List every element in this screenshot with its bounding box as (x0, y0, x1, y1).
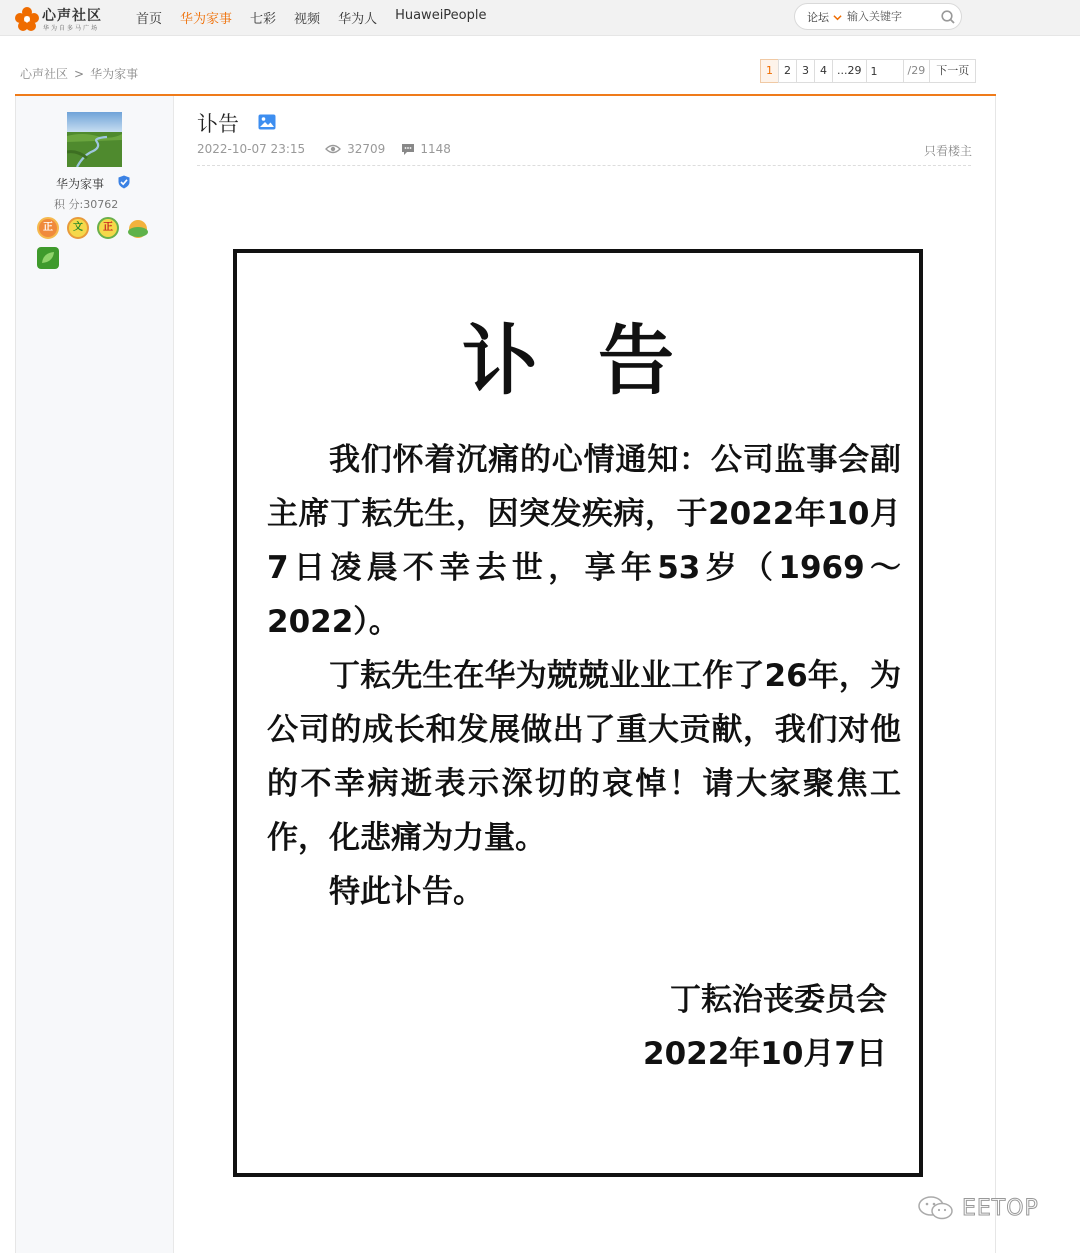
page-button-2[interactable]: 2 (778, 59, 797, 83)
author-name[interactable]: 华为家事 (56, 177, 105, 191)
main-nav (136, 8, 487, 27)
view-count-value: 32709 (347, 142, 386, 156)
sun-medal-icon[interactable] (127, 217, 149, 239)
page-button-3[interactable]: 3 (796, 59, 815, 83)
breadcrumb (20, 65, 138, 82)
page-total: /29 (903, 59, 931, 83)
watermark-text: EETOP (962, 1195, 1039, 1221)
obituary-signer: 丁耘治丧委员会 (670, 982, 887, 1018)
obituary-title: 讣告 (462, 316, 734, 405)
search-scope-select[interactable]: 论坛 (807, 11, 829, 24)
obituary-body (267, 433, 901, 919)
view-count (325, 142, 385, 156)
verified-icon (117, 175, 131, 189)
reply-count (401, 142, 451, 156)
reply-count-value: 1148 (420, 142, 451, 156)
author-score: 积 分:30762 (54, 198, 119, 211)
page-jump-input[interactable] (866, 59, 904, 83)
search-input[interactable] (847, 8, 935, 25)
meta-divider (197, 165, 971, 166)
page-button-last[interactable]: ...29 (832, 59, 867, 83)
breadcrumb-item-home[interactable]: 心声社区 (20, 67, 69, 81)
obituary-paragraph: 我们怀着沉痛的心情通知：公司监事会副主席丁耘先生，因突发疾病，于2022年10月7日凌晨不幸去世，享年53岁（1969～2022）。 (267, 442, 901, 640)
breadcrumb-separator: > (74, 67, 85, 81)
avatar[interactable] (67, 112, 122, 167)
content-border (995, 96, 996, 1253)
site-logo[interactable] (14, 4, 124, 32)
next-page-button[interactable]: 下一页 (929, 59, 976, 83)
medal-icon[interactable]: 正 (97, 217, 119, 239)
post-meta (197, 142, 451, 156)
eye-icon (325, 143, 341, 155)
nav-item-huawei-people-cn[interactable]: 华为人 (338, 12, 378, 27)
watermark (916, 1190, 1039, 1226)
nav-item-colorful[interactable]: 七彩 (250, 12, 277, 27)
wechat-icon (916, 1194, 956, 1222)
image-icon (258, 114, 276, 130)
page-button-4[interactable]: 4 (814, 59, 833, 83)
only-op-toggle[interactable]: 只看楼主 (924, 144, 973, 158)
medal-icon[interactable]: 正 (37, 217, 59, 239)
nav-item-video[interactable]: 视频 (294, 12, 321, 27)
post-datetime: 2022-10-07 23:15 (197, 142, 306, 156)
obituary-image (233, 249, 923, 1177)
nav-item-home[interactable]: 首页 (136, 12, 163, 27)
flower-logo-icon (14, 6, 40, 32)
top-navbar (0, 0, 1080, 36)
leaf-badge-icon[interactable] (37, 247, 59, 269)
breadcrumb-item-section[interactable]: 华为家事 (90, 67, 139, 81)
nav-item-huawei-family[interactable]: 华为家事 (180, 12, 233, 27)
obituary-paragraph: 丁耘先生在华为兢兢业业工作了26年，为公司的成长和发展做出了重大贡献，我们对他的不幸病逝表示深切的哀悼！请大家聚焦工作，化悲痛为力量。 (267, 658, 901, 856)
obituary-paragraph: 特此讣告。 (329, 874, 484, 910)
comment-icon (401, 143, 415, 156)
post-title: 讣告 (197, 112, 239, 136)
logo-subtitle: 华为自多马广场 (43, 25, 100, 32)
pagination (761, 59, 976, 83)
obituary-date: 2022年10月7日 (643, 1036, 887, 1072)
search-icon[interactable] (940, 9, 956, 25)
search-box (794, 3, 962, 30)
author-panel (15, 96, 174, 1253)
nav-item-huawei-people[interactable]: HuaweiPeople (395, 8, 487, 23)
page-button-1[interactable]: 1 (760, 59, 779, 83)
medal-icon[interactable]: 文 (67, 217, 89, 239)
logo-title: 心声社区 (42, 8, 102, 24)
chevron-down-icon[interactable] (833, 13, 842, 22)
obituary-signature (627, 973, 887, 1081)
